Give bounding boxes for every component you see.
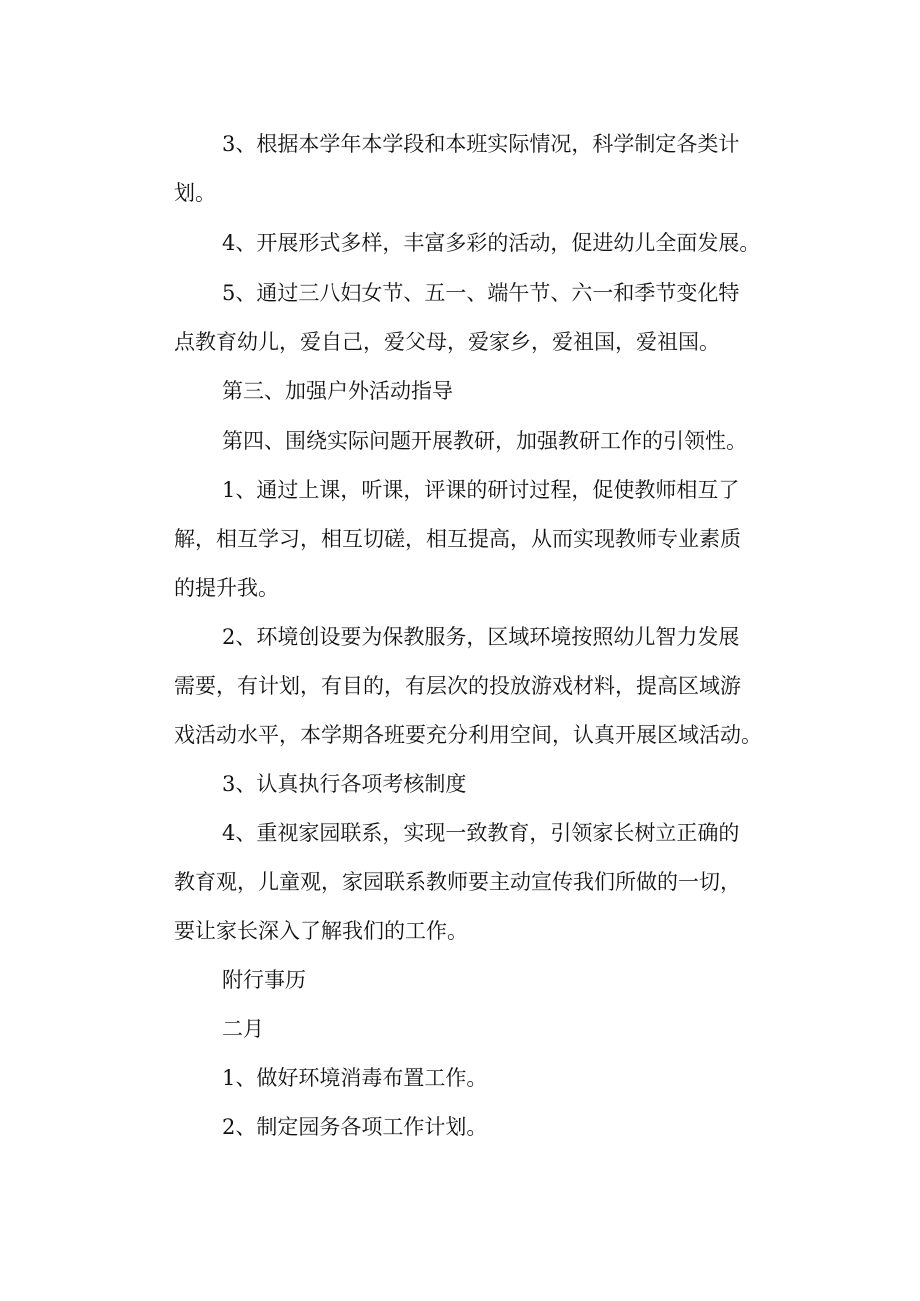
- feb-item-2: 2、制定园务各项工作计划。: [222, 1115, 488, 1139]
- section-heading-4: 第四、围绕实际问题开展教研，加强教研工作的引领性。: [222, 429, 747, 453]
- paragraph-item-3-line-1: 3、根据本学年本学段和本班实际情况，科学制定各类计: [222, 132, 740, 156]
- s4-item-1-line-3: 的提升我。: [174, 576, 279, 600]
- paragraph-item-5-line-2: 点教育幼儿，爱自己，爱父母，爱家乡，爱祖国，爱祖国。: [174, 330, 720, 354]
- s4-item-4-line-1: 4、重视家园联系，实现一致教育，引领家长树立正确的: [222, 821, 740, 845]
- month-heading: 二月: [222, 1017, 264, 1041]
- s4-item-1-line-1: 1、通过上课，听课，评课的研讨过程，促使教师相互了: [222, 478, 740, 502]
- paragraph-item-3-line-2: 划。: [174, 181, 216, 205]
- s4-item-2-line-1: 2、环境创设要为保教服务，区域环境按照幼儿智力发展: [222, 625, 740, 649]
- s4-item-4-line-2: 教育观，儿童观，家园联系教师要主动宣传我们所做的一切，: [174, 870, 741, 894]
- s4-item-3: 3、认真执行各项考核制度: [222, 772, 467, 796]
- paragraph-item-4: 4、开展形式多样，丰富多彩的活动，促进幼儿全面发展。: [222, 231, 761, 255]
- s4-item-2-line-3: 戏活动水平，本学期各班要充分利用空间，认真开展区域活动。: [174, 723, 762, 747]
- s4-item-1-line-2: 解，相互学习，相互切磋，相互提高，从而实现教师专业素质: [174, 527, 741, 551]
- feb-item-1: 1、做好环境消毒布置工作。: [222, 1066, 488, 1090]
- appendix-title: 附行事历: [222, 968, 306, 992]
- s4-item-2-line-2: 需要，有计划，有目的，有层次的投放游戏材料，提高区域游: [174, 674, 741, 698]
- section-heading-3: 第三、加强户外活动指导: [222, 379, 453, 403]
- s4-item-4-line-3: 要让家长深入了解我们的工作。: [174, 919, 468, 943]
- paragraph-item-5-line-1: 5、通过三八妇女节、五一、端午节、六一和季节变化特: [222, 281, 740, 305]
